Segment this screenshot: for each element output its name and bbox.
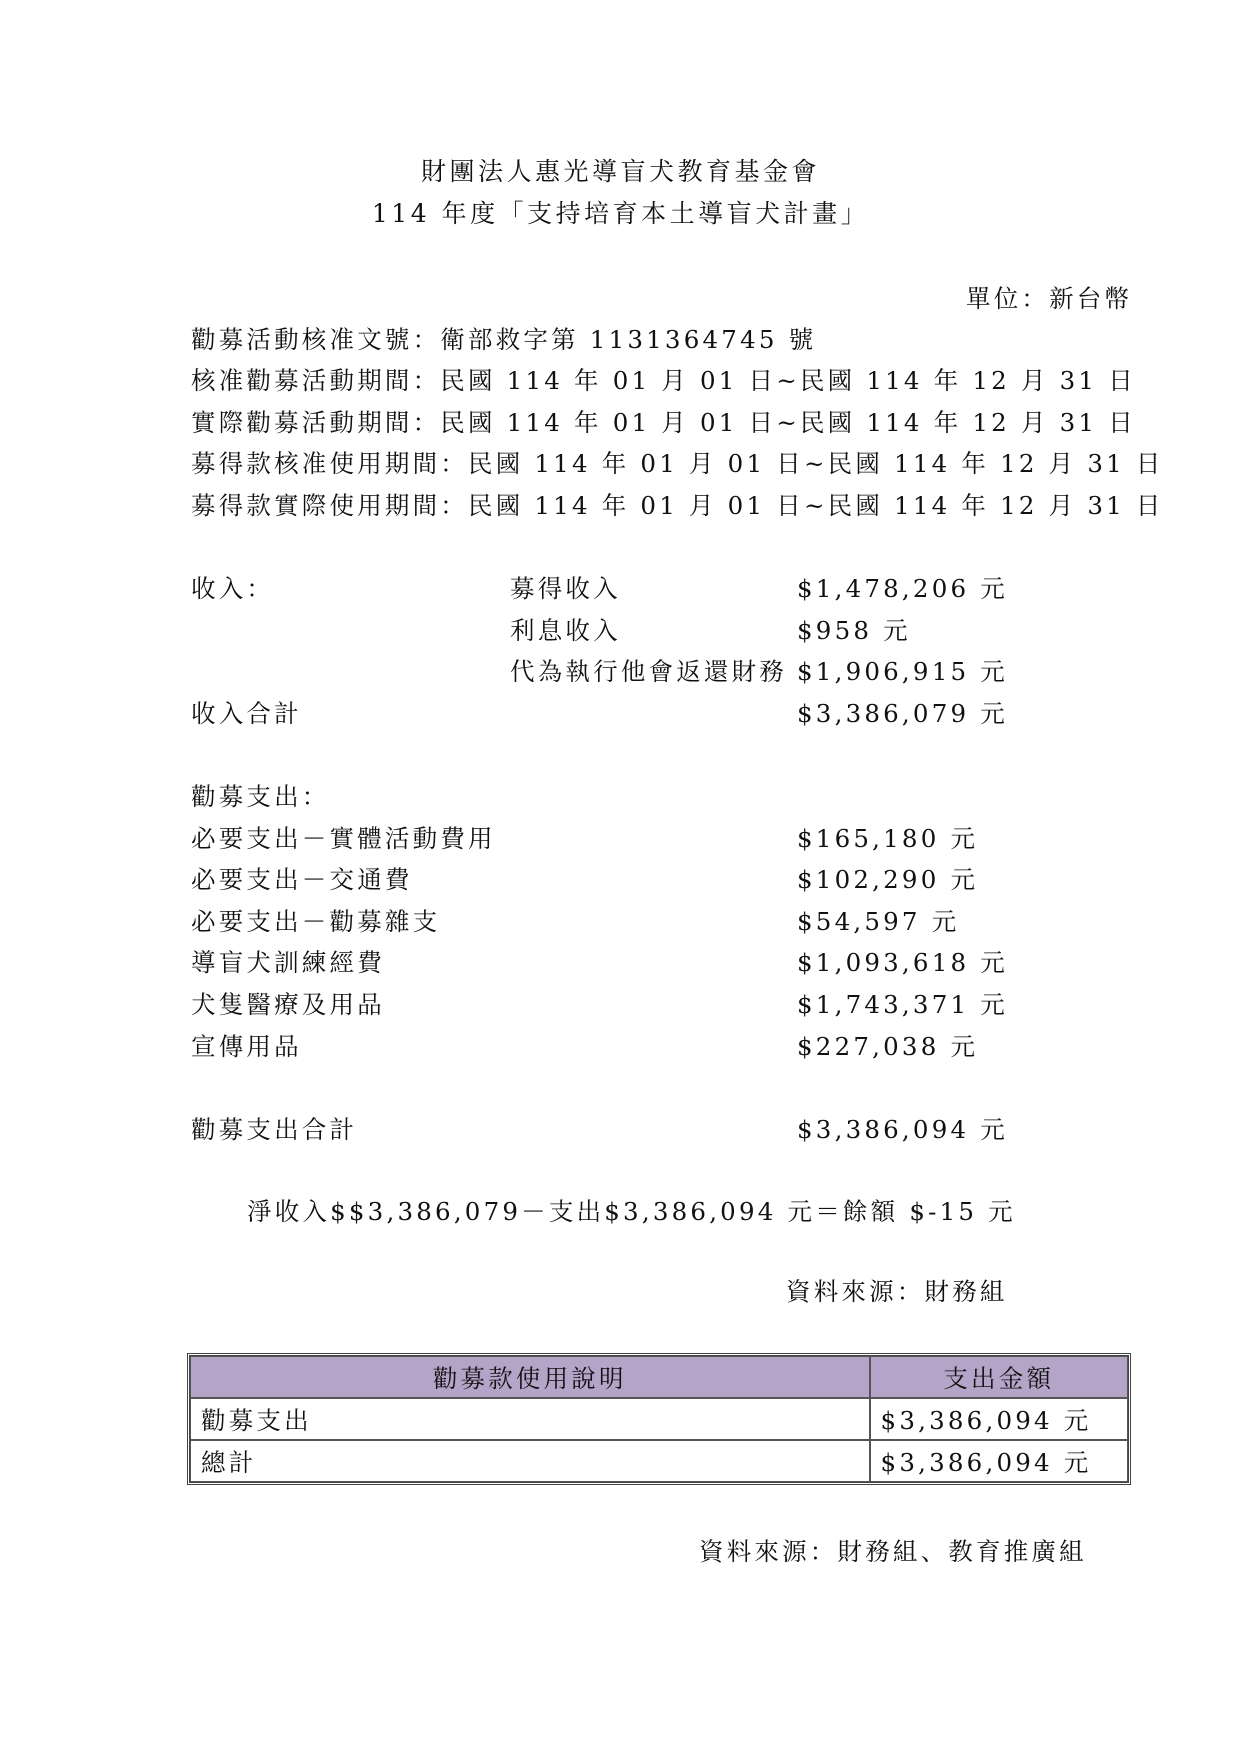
approval-doc-number: 勸募活動核准文號：衛部救字第 1131364745 號 bbox=[191, 325, 817, 354]
approved-use-period: 募得款核准使用期間：民國 114 年 01 月 01 日~民國 114 年 12 月 31 日 bbox=[191, 449, 1164, 478]
expense-item-amount: $102,290 元 bbox=[797, 865, 979, 894]
net-balance-line: 淨收入$$3,386,079－支出$3,386,094 元＝餘額 $-15 元 bbox=[247, 1197, 1016, 1226]
expenses-label: 勸募支出： bbox=[191, 782, 330, 811]
income-label: 收入： bbox=[191, 574, 275, 603]
expense-item-name: 必要支出－實體活動費用 bbox=[191, 824, 496, 853]
expense-item-amount: $227,038 元 bbox=[797, 1032, 979, 1061]
actual-use-period: 募得款實際使用期間：民國 114 年 01 月 01 日~民國 114 年 12 月 31 日 bbox=[191, 491, 1164, 520]
data-source-footer: 資料來源：財務組、教育推廣組 bbox=[699, 1537, 1087, 1566]
currency-unit: 單位：新台幣 bbox=[966, 284, 1133, 313]
income-item-amount: $1,906,915 元 bbox=[797, 657, 1008, 686]
income-item-name: 募得收入 bbox=[510, 574, 621, 603]
income-total-label: 收入合計 bbox=[191, 699, 302, 728]
expense-item-amount: $54,597 元 bbox=[797, 907, 960, 936]
expenses-total-label: 勸募支出合計 bbox=[191, 1115, 358, 1144]
expense-item-name: 必要支出－勸募雜支 bbox=[191, 907, 441, 936]
column-header-amount: 支出金額 bbox=[870, 1356, 1128, 1398]
actual-fundraising-period: 實際勸募活動期間：民國 114 年 01 月 01 日~民國 114 年 12 月 31 日 bbox=[191, 408, 1136, 437]
table-row bbox=[190, 1398, 1128, 1440]
income-item-amount: $958 元 bbox=[797, 616, 911, 645]
table-row bbox=[190, 1440, 1128, 1482]
project-title: 114 年度「支持培育本土導盲犬計畫」 bbox=[371, 199, 870, 228]
data-source-finance: 資料來源：財務組 bbox=[786, 1277, 1008, 1306]
column-header-description: 勸募款使用說明 bbox=[190, 1356, 870, 1398]
table-cell-amount: $3,386,094 元 bbox=[870, 1440, 1128, 1482]
expense-item-name: 犬隻醫療及用品 bbox=[191, 990, 385, 1019]
table-cell-description: 勸募支出 bbox=[190, 1398, 870, 1440]
table-cell-description: 總計 bbox=[190, 1440, 870, 1482]
expense-item-name: 導盲犬訓練經費 bbox=[191, 948, 385, 977]
org-name: 財團法人惠光導盲犬教育基金會 bbox=[420, 157, 820, 186]
expense-item-amount: $165,180 元 bbox=[797, 824, 979, 853]
approved-fundraising-period: 核准勸募活動期間：民國 114 年 01 月 01 日~民國 114 年 12 月 31 日 bbox=[191, 366, 1136, 395]
expense-item-name: 必要支出－交通費 bbox=[191, 865, 413, 894]
expenses-total-amount: $3,386,094 元 bbox=[797, 1115, 1008, 1144]
table-cell-amount: $3,386,094 元 bbox=[870, 1398, 1128, 1440]
income-total-amount: $3,386,079 元 bbox=[797, 699, 1008, 728]
table-header-row bbox=[190, 1356, 1128, 1398]
expense-item-amount: $1,743,371 元 bbox=[797, 990, 1008, 1019]
expense-item-amount: $1,093,618 元 bbox=[797, 948, 1008, 977]
income-item-name: 代為執行他會返還財務 bbox=[510, 657, 787, 686]
fund-usage-table bbox=[187, 1353, 1131, 1485]
income-item-amount: $1,478,206 元 bbox=[797, 574, 1008, 603]
expense-item-name: 宣傳用品 bbox=[191, 1032, 302, 1061]
income-item-name: 利息收入 bbox=[510, 616, 621, 645]
